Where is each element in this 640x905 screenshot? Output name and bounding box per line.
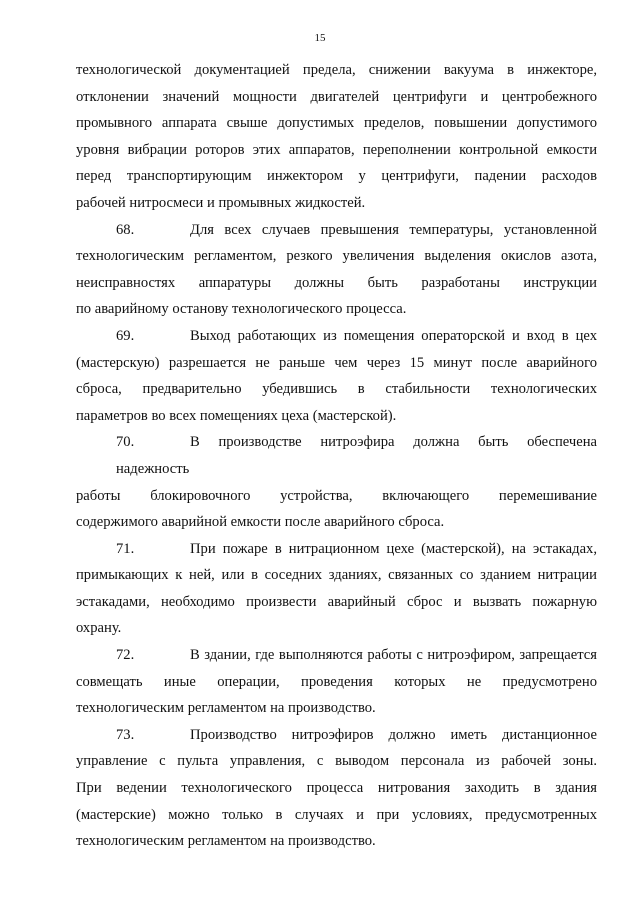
text-line: (мастерскую) разрешается не раньше чем через 15 минут после аварийного xyxy=(76,354,597,371)
text-line: перед транспортирующим инжектором у центрифуги, падении расходов xyxy=(76,168,597,185)
text-line: промывного аппарата свыше допустимых пределов, повышении допустимого xyxy=(76,115,597,132)
paragraph-70 xyxy=(76,429,597,535)
text-line: охрану. xyxy=(76,620,122,637)
text-line xyxy=(76,429,597,482)
paragraph-number: 71. xyxy=(116,540,135,557)
text-line xyxy=(76,642,597,669)
text-line: технологическим регламентом, резкого увеличения выделения окислов азота, xyxy=(76,248,597,265)
paragraph-number: 69. xyxy=(116,327,135,344)
paragraph-68 xyxy=(76,217,597,323)
text-line: содержимого аварийной емкости после аварийного сброса. xyxy=(76,514,445,531)
text-line: рабочей нитросмеси и промывных жидкостей. xyxy=(76,194,366,211)
body-text xyxy=(76,57,597,855)
text-span: Производство нитроэфиров должно иметь дистанционное xyxy=(190,726,597,743)
text-line xyxy=(76,536,597,563)
text-line: технологическим регламентом на производство. xyxy=(76,700,376,717)
paragraph-number: 68. xyxy=(116,221,135,238)
paragraph-number: 70. xyxy=(116,434,135,451)
text-line: параметров во всех помещениях цеха (мастерской). xyxy=(76,407,397,424)
paragraph-continuation xyxy=(76,57,597,217)
text-span: Для всех случаев превышения температуры, установленной xyxy=(190,221,597,238)
paragraph-72 xyxy=(76,642,597,722)
text-span: Выход работающих из помещения операторской и вход в цех xyxy=(190,327,597,344)
text-line: (мастерские) можно только в случаях и при условиях, предусмотренных xyxy=(76,806,597,823)
text-line xyxy=(76,722,597,749)
text-span: В здании, где выполняются работы с нитроэфиром, запрещается xyxy=(190,647,597,664)
paragraph-73 xyxy=(76,722,597,855)
paragraph-number: 72. xyxy=(116,647,135,664)
paragraph-71 xyxy=(76,536,597,642)
text-line: технологической документацией предела, снижении вакуума в инжекторе, xyxy=(76,62,597,78)
page-number: 15 xyxy=(314,32,326,44)
text-line: уровня вибрации роторов этих аппаратов, переполнении контрольной емкости xyxy=(76,141,597,158)
text-line xyxy=(76,217,597,244)
paragraph-number: 73. xyxy=(116,726,135,743)
text-line: неисправностях аппаратуры должны быть разработаны инструкции xyxy=(76,274,597,291)
paragraph-69 xyxy=(76,323,597,429)
text-line: При ведении технологического процесса нитрования заходить в здания xyxy=(76,780,597,797)
text-line: совмещать иные операции, проведения которых не предусмотрено xyxy=(76,673,597,690)
text-line: эстакадами, необходимо произвести аварийный сброс и вызвать пожарную xyxy=(76,593,597,610)
text-line: сброса, предварительно убедившись в стабильности технологических xyxy=(76,381,597,398)
text-span: При пожаре в нитрационном цехе (мастерской), на эстакадах, xyxy=(190,540,597,557)
text-line: примыкающих к ней, или в соседних зданиях, связанных со зданием нитрации xyxy=(76,567,597,584)
text-line xyxy=(76,323,597,350)
text-line: работы блокировочного устройства, включающего перемешивание xyxy=(76,487,597,504)
text-line: по аварийному останову технологического процесса. xyxy=(76,301,407,318)
text-line: технологическим регламентом на производство. xyxy=(76,833,376,850)
text-line: отклонении значений мощности двигателей центрифуги и центробежного xyxy=(76,88,597,105)
text-line: управление с пульта управления, с выводом персонала из рабочей зоны. xyxy=(76,753,597,770)
text-span: В производстве нитроэфира должна быть обеспечена надежность xyxy=(116,434,597,477)
